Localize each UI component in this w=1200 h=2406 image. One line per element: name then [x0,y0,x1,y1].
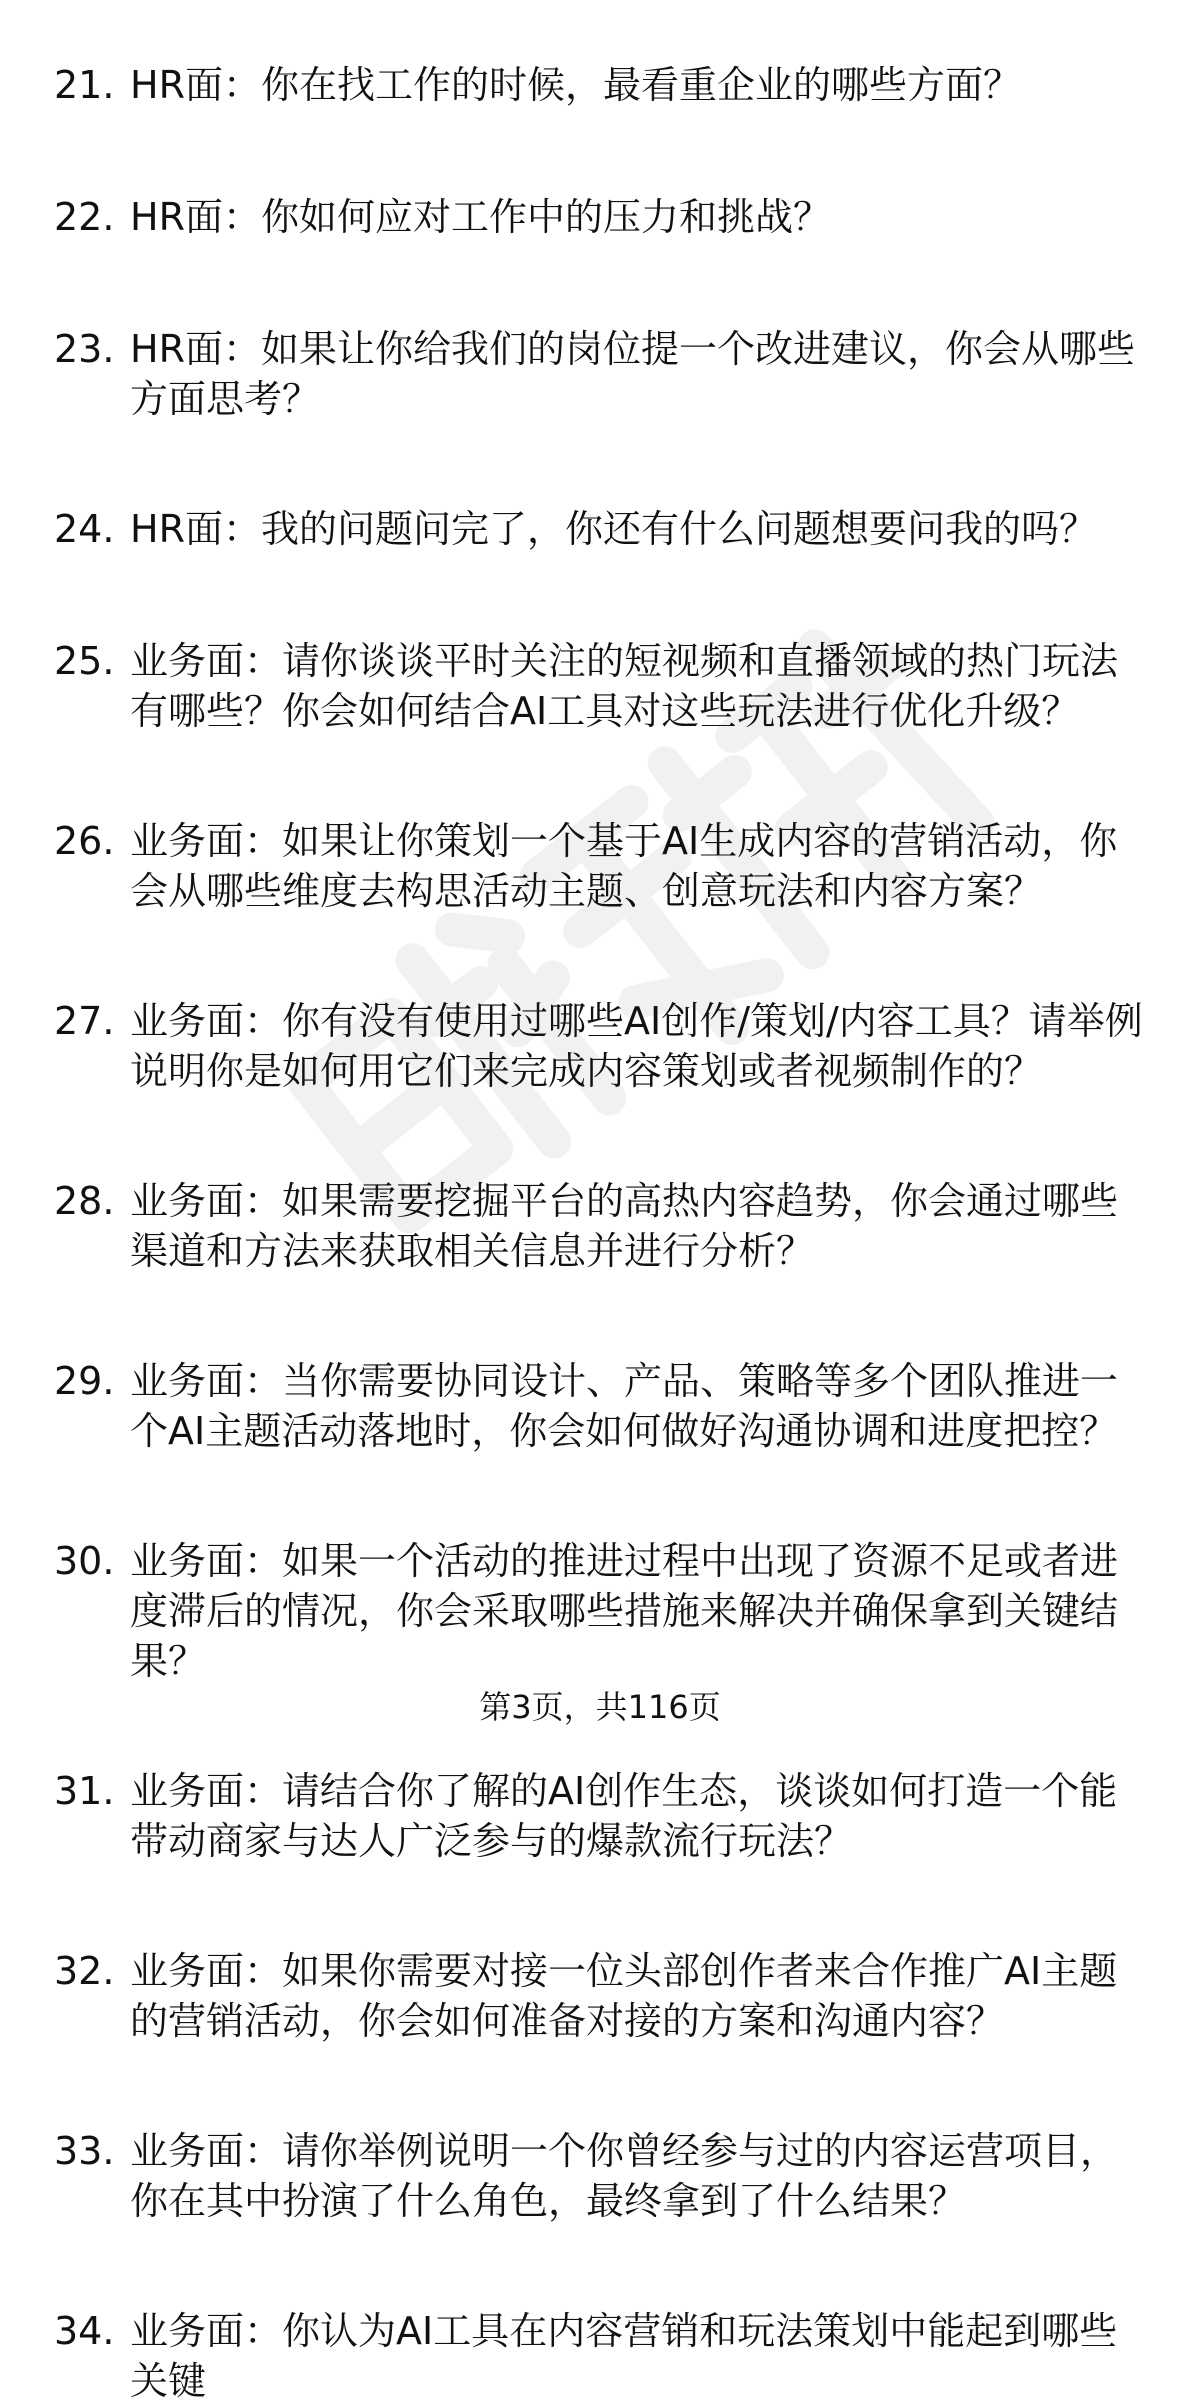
question-text: 业务面：当你需要协同设计、产品、策略等多个团队推进一个AI主题活动落地时，你会如何做好沟通协调和进度把控？ [130,1359,1119,1453]
list-item [54,1176,1154,1276]
question-number: 27. [54,999,115,1043]
question-number: 25. [54,639,115,683]
question-text: 业务面：请你谈谈平时关注的短视频和直播领域的热门玩法有哪些？你会如何结合AI工具对这些玩法进行优化升级？ [130,639,1119,733]
question-text: 业务面：如果让你策划一个基于AI生成内容的营销活动，你会从哪些维度去构思活动主题、创意玩法和内容方案？ [130,819,1118,913]
question-list [54,60,1154,2406]
question-text: 业务面：如果一个活动的推进过程中出现了资源不足或者进度滞后的情况，你会采取哪些措施来解决并确保拿到关键结果？ [130,1539,1119,1683]
list-item [54,192,1154,242]
page-footer: 第3页，共116页 [479,1688,721,1726]
list-item [54,1356,1154,1456]
question-number: 32. [54,1949,115,1993]
question-number: 23. [54,327,115,371]
question-text: 业务面：如果需要挖掘平台的高热内容趋势，你会通过哪些渠道和方法来获取相关信息并进行分析？ [130,1179,1119,1273]
question-number: 34. [54,2309,115,2353]
question-text: 业务面：你有没有使用过哪些AI创作/策划/内容工具？请举例说明你是如何用它们来完成内容策划或者视频制作的？ [130,999,1143,1093]
list-item [54,2306,1154,2406]
list-item [54,504,1154,554]
list-item [54,996,1154,1096]
question-number: 22. [54,195,115,239]
question-number: 30. [54,1539,115,1583]
list-item [54,1946,1154,2046]
question-text: HR面：你如何应对工作中的压力和挑战？ [130,195,831,239]
question-text: 业务面：如果你需要对接一位头部创作者来合作推广AI主题的营销活动，你会如何准备对接的方案和沟通内容？ [130,1949,1118,2043]
list-item [54,2126,1154,2226]
list-item [54,1766,1154,1866]
list-item [54,816,1154,916]
question-number: 26. [54,819,115,863]
question-text: HR面：你在找工作的时候，最看重企业的哪些方面？ [130,63,1021,107]
question-number: 28. [54,1179,115,1223]
question-text: 业务面：请你举例说明一个你曾经参与过的内容运营项目，你在其中扮演了什么角色，最终拿到了什么结果？ [130,2129,1119,2223]
list-item [54,324,1154,424]
question-number: 24. [54,507,115,551]
list-item [54,1536,1154,1686]
question-text: 业务面：你认为AI工具在内容营销和玩法策划中能起到哪些关键 [130,2309,1118,2403]
list-item [54,60,1154,110]
question-number: 33. [54,2129,115,2173]
question-number: 31. [54,1769,115,1813]
question-number: 29. [54,1359,115,1403]
question-number: 21. [54,63,115,107]
list-item [54,636,1154,736]
question-text: HR面：我的问题问完了，你还有什么问题想要问我的吗？ [130,507,1097,551]
question-text: HR面：如果让你给我们的岗位提一个改进建议，你会从哪些方面思考？ [130,327,1135,421]
question-text: 业务面：请结合你了解的AI创作生态，谈谈如何打造一个能带动商家与达人广泛参与的爆款流行玩法？ [130,1769,1118,1863]
